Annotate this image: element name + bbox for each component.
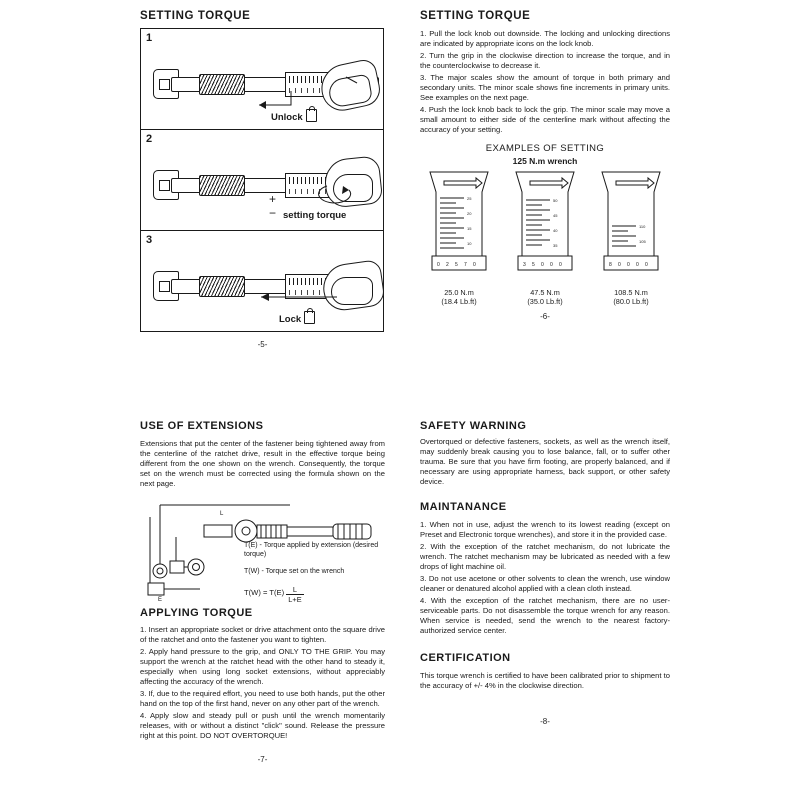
maintanance-title: MAINTANANCE <box>420 501 507 514</box>
step-2-number: 2 <box>146 133 153 145</box>
extension-legend-2: T(W) - Torque set on the wrench <box>244 568 345 576</box>
extension-formula <box>244 585 304 604</box>
example-3 <box>592 170 670 306</box>
svg-text:5: 5 <box>532 262 535 269</box>
svg-text:25: 25 <box>467 196 472 202</box>
svg-text:0: 0 <box>473 262 476 269</box>
applying-torque-paragraph-3: 3. If, due to the required effort, you need to use both hands, put the other hand on the top of the first hand, never on any other part of the wrench. <box>140 689 385 709</box>
example-3-caption: 108.5 N.m (80.0 Lb.ft) <box>613 288 649 307</box>
example-1-caption: 25.0 N.m (18.4 Lb.ft) <box>441 288 477 307</box>
page-5-number: -5- <box>257 340 268 349</box>
page-8-number: -8- <box>540 717 550 727</box>
extension-legend-1: T(E) - Torque applied by extension (desired torque) <box>244 542 379 559</box>
certification-paragraph: This torque wrench is certified to have been calibrated prior to shipment to the accuracy of +/- 4% in the clockwise direction. <box>420 671 670 691</box>
page-5-title: SETTING TORQUE <box>140 10 251 22</box>
page-6-paragraph-1: 1. Pull the lock knob out downside. The locking and unlocking directions are indicated by appropriate icons on the lock knob. <box>420 29 670 49</box>
svg-text:0: 0 <box>541 262 544 269</box>
applying-torque-paragraph-2: 2. Apply hand pressure to the grip, and ONLY TO THE GRIP. You may support the wrench at the ratchet head with the other hand to steady it, especially when using long socket extensions, without appreciably affecting the accuracy of the wrench. <box>140 647 385 687</box>
step-1-label: Unlock <box>271 109 317 123</box>
svg-text:5: 5 <box>455 262 458 269</box>
plus-minus-icon: + − <box>269 192 277 220</box>
maintanance-paragraph-2: 2. With the exception of the ratchet mechanism, do not lubricate the wrench. The ratchet mechanism may be lubricated as needed with a few drops of light machine oil. <box>420 542 670 572</box>
padlock-closed-icon <box>304 311 315 324</box>
svg-text:0: 0 <box>636 262 639 269</box>
formula-denominator: L+E <box>288 595 302 605</box>
maintanance-paragraph-3: 3. Do not use acetone or other solvents to clean the wrench, use window cleaner or denatured alcohol applied with a clean cloth instead. <box>420 574 670 594</box>
svg-text:45: 45 <box>553 213 558 219</box>
step-1 <box>141 29 383 130</box>
svg-text:L: L <box>220 511 224 518</box>
svg-text:110: 110 <box>639 224 646 230</box>
step-1-arrows <box>141 29 383 129</box>
safety-warning-paragraph: Overtorqued or defective fasteners, sockets, as well as the wrench itself, may suddenly break causing you to lose balance, fall, or to suffer other trauma. Be sure that you have firm footing, are properly balanced, and if necessary are using appropriate harness, back support, or other safety device. <box>420 437 670 487</box>
svg-text:105: 105 <box>639 239 646 245</box>
steps-figure-box <box>140 28 384 332</box>
examples-heading: EXAMPLES OF SETTING <box>485 143 605 155</box>
example-2-caption: 47.5 N.m (35.0 Lb.ft) <box>527 288 563 307</box>
svg-text:E: E <box>158 597 163 604</box>
applying-torque-title: APPLYING TORQUE <box>140 607 253 620</box>
example-1 <box>420 170 498 306</box>
svg-text:0: 0 <box>550 262 553 269</box>
step-2-arrows <box>141 130 383 230</box>
formula-lhs: T(W) = T(E) <box>244 588 285 598</box>
svg-text:40: 40 <box>553 228 558 234</box>
svg-text:35: 35 <box>553 243 558 249</box>
page-8 <box>420 420 670 726</box>
page-7-number: -7- <box>257 755 268 765</box>
page-6-title: SETTING TORQUE <box>420 10 531 22</box>
page-6-paragraph-3: 3. The major scales show the amount of torque in both primary and secondary units. The minor scale shows fine increments in primary units. See examples on the next page. <box>420 73 670 103</box>
example-3-scale-drawing <box>592 170 670 285</box>
use-of-extensions-title: USE OF EXTENSIONS <box>140 420 264 432</box>
example-2-scale-drawing <box>506 170 584 285</box>
maintanance-paragraph-4: 4. With the exception of the ratchet mechanism, there are no user-serviceable parts. Do not disassemble the torque wrench for any reason. When service is needed, send the wrench to the nearest factory-authorized service center. <box>420 596 670 636</box>
svg-text:8: 8 <box>609 262 612 269</box>
svg-text:10: 10 <box>467 241 472 247</box>
examples-subheading: 125 N.m wrench <box>512 156 578 167</box>
svg-text:2: 2 <box>446 262 449 269</box>
example-1-scale-drawing <box>420 170 498 285</box>
formula-numerator: L <box>286 585 303 595</box>
svg-text:0: 0 <box>627 262 630 269</box>
examples-row <box>420 170 670 306</box>
extension-diagram <box>140 497 385 605</box>
svg-text:0: 0 <box>559 262 562 269</box>
step-2 <box>141 130 383 231</box>
svg-text:0: 0 <box>437 262 440 269</box>
step-3-number: 3 <box>146 234 153 246</box>
page-6-paragraph-2: 2. Turn the grip in the clockwise direction to increase the torque, and in the counterclockwise to decrease it. <box>420 51 670 71</box>
safety-warning-title: SAFETY WARNING <box>420 420 527 432</box>
svg-text:15: 15 <box>467 226 472 232</box>
svg-text:20: 20 <box>467 211 472 217</box>
page-6-number: -6- <box>540 312 550 322</box>
formula-fraction <box>286 585 303 604</box>
certification-title: CERTIFICATION <box>420 652 511 665</box>
page-7 <box>140 420 385 764</box>
page-5 <box>140 10 385 349</box>
svg-text:3: 3 <box>523 262 526 269</box>
use-of-extensions-paragraph: Extensions that put the center of the fastener being tightened away from the centerline of the ratchet drive, result in the effective torque being different from the one shown on the wrench. Consequently, the torque set on the wrench must be corrected using the formula shown on the next page. <box>140 439 385 489</box>
svg-text:7: 7 <box>464 262 467 269</box>
maintanance-paragraph-1: 1. When not in use, adjust the wrench to its lowest reading (except on Preset and Electronic torque wrenches), and store it in the provided case. <box>420 520 670 540</box>
page-6 <box>420 10 670 321</box>
step-3-arrows <box>141 231 383 331</box>
step-2-label: setting torque <box>283 210 347 221</box>
step-3 <box>141 231 383 331</box>
applying-torque-paragraph-4: 4. Apply slow and steady pull or push until the wrench momentarily releases, with or without a distinct "click" sound. Release the pressure right at this point. DO NOT OVERTORQUE! <box>140 711 385 741</box>
step-1-number: 1 <box>146 32 153 44</box>
page-6-paragraph-4: 4. Push the lock knob back to lock the grip. The minor scale may move a small amount to either side of the centerline mark without affecting the accuracy of your setting. <box>420 105 670 135</box>
example-2 <box>506 170 584 306</box>
svg-text:0: 0 <box>645 262 648 269</box>
applying-torque-paragraph-1: 1. Insert an appropriate socket or drive attachment onto the square drive of the ratchet and onto the fastener you want to tighten. <box>140 625 385 645</box>
padlock-open-icon <box>306 109 317 122</box>
step-3-label: Lock <box>279 311 315 325</box>
svg-text:0: 0 <box>618 262 621 269</box>
svg-text:50: 50 <box>553 198 558 204</box>
